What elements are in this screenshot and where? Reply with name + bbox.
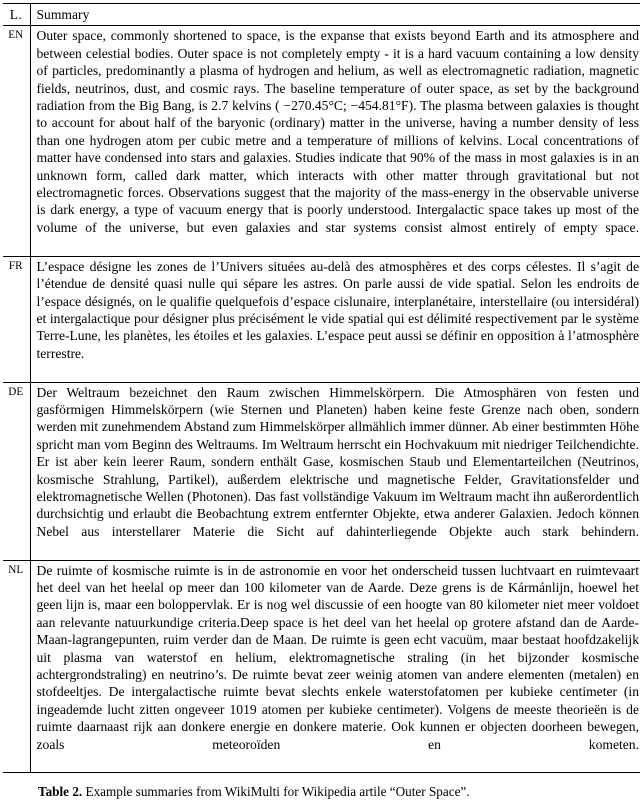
table-row bbox=[3, 560, 640, 773]
header-language: L. bbox=[3, 4, 30, 26]
row-language-code: DE bbox=[3, 382, 30, 560]
table-row bbox=[3, 382, 640, 560]
summary-paragraph: Outer space, commonly shortened to space, is the expanse that exists beyond Earth and its atmosphere and between celestial bodies. Outer space is not completely empty - it is a hard vacuum containing a low density of particles, predominantly a plasma of hydrogen and helium, as well as electromagnetic radiation, magnetic fields, neutrinos, dust, and cosmic rays. The baseline temperature of outer space, as set by the background radiation from the Big Bang, is 2.7 kelvins ( −270.45°C; −454.81°F). The plasma between galaxies is thought to account for about half of the baryonic (ordinary) matter in the universe, having a number density of less than one hydrogen atom per cubic metre and a temperature of millions of kelvins. Local concentrations of matter have condensed into stars and galaxies. Studies indicate that 90% of the mass in most galaxies is in an unknown form, called dark matter, which interacts with other matter through gravitational but not electromagnetic forces. Observations suggest that the majority of the mass-energy in the observable universe is dark energy, a type of vacuum energy that is poorly understood. Intergalactic space takes up most of the volume of the universe, but even galaxies and star systems consist almost entirely of empty space. bbox=[36, 28, 639, 235]
row-language-code: FR bbox=[3, 256, 30, 382]
caption-text: Example summaries from WikiMulti for Wikipedia artile “Outer Space”. bbox=[82, 784, 470, 800]
row-summary-text bbox=[30, 26, 640, 256]
table-bottom-rule bbox=[3, 773, 640, 774]
table-row bbox=[3, 26, 640, 256]
table-caption bbox=[0, 784, 640, 800]
table-row bbox=[3, 256, 640, 382]
header-summary: Summary bbox=[30, 4, 640, 26]
page-container bbox=[0, 3, 640, 800]
row-language-code: EN bbox=[3, 26, 30, 256]
summary-paragraph: De ruimte of kosmische ruimte is in de astronomie en voor het onderscheid tussen luchtvaart en ruimtevaart het deel van het heelal op meer dan 100 kilometer van de Aarde. Deze grens is de Kármánlijn, hoewel het geen lijn is, maar een boloppervlak. Er is nog wel discussie of een hoogte van 80 kilometer niet meer voldoet aan relevante natuurkundige criteria.Deep space is het deel van het heelal op grotere afstand dan de Aarde-Maan-lagrangepunten, ruim verder dan de Maan. De ruimte is geen echt vacuüm, maar bestaat hoofdzakelijk uit plasma van waterstof en helium, elektromagnetische straling (in het bijzonder kosmische achtergrondstraling) en neutrino’s. De ruimte bevat zeer weinig atomen van andere elementen (metalen) en stofdeeltjes. De intergalactische ruimte bevat slechts enkele waterstofatomen per kubieke centimeter (in ingeademde lucht zitten ongeveer 1019 atomen per kubieke centimeter). Volgens de meeste theorieën is de ruimte daarnaast rijk aan donkere energie en donkere materie. Ook kunnen er objecten doorheen bewegen, zoals meteoroïden en kometen. bbox=[36, 562, 639, 752]
table-header-row bbox=[3, 4, 640, 26]
summary-paragraph: Der Weltraum bezeichnet den Raum zwischen Himmelskörpern. Die Atmosphären von festen und gasförmigen Himmelskörpern (wie Sternen und Planeten) haben keine feste Grenze nach oben, sondern werden mit zunehmendem Abstand zum Himmelskörper allmählich immer dünner. Ab einer bestimmten Höhe spricht man vom Beginn des Weltraums. Im Weltraum herrscht ein Hochvakuum mit niedriger Teilchendichte. Er ist aber kein leerer Raum, sondern enthält Gase, kosmischen Staub und Elementarteilchen (Neutrinos, kosmische Strahlung, Partikel), außerdem elektrische und magnetische Felder, Gravitationsfelder und elektromagnetische Wellen (Photonen). Das fast vollständige Vakuum im Weltraum macht ihn außerordentlich durchsichtig und erlaubt die Beobachtung extrem entfernter Objekte, etwa anderer Galaxien. Jedoch können Nebel aus interstellarer Materie die Sicht auf dahinterliegende Objekte auch stark behindern. bbox=[36, 384, 639, 539]
row-summary-text bbox=[30, 256, 640, 382]
summary-table bbox=[3, 3, 640, 773]
row-language-code: NL bbox=[3, 560, 30, 773]
row-summary-text bbox=[30, 382, 640, 560]
summary-paragraph: L’espace désigne les zones de l’Univers situées au-delà des atmosphères et des corps célestes. Il s’agit de l’étendue de densité quasi nulle qui sépare les astres. On parle aussi de vide spatial. Selon les endroits de l’espace désignés, on le qualifie quelquefois d’espace cislunaire, interplanétaire, interstellaire (ou intersidéral) et intergalactique pour désigner plus précisément le vide spatial qui est délimité respectivement par le système Terre-Lune, les planètes, les étoiles et les galaxies. L’espace peut aussi se définir en opposition à l’atmosphère terrestre. bbox=[36, 258, 639, 361]
caption-label: Table 2. bbox=[38, 784, 83, 800]
row-summary-text bbox=[30, 560, 640, 773]
